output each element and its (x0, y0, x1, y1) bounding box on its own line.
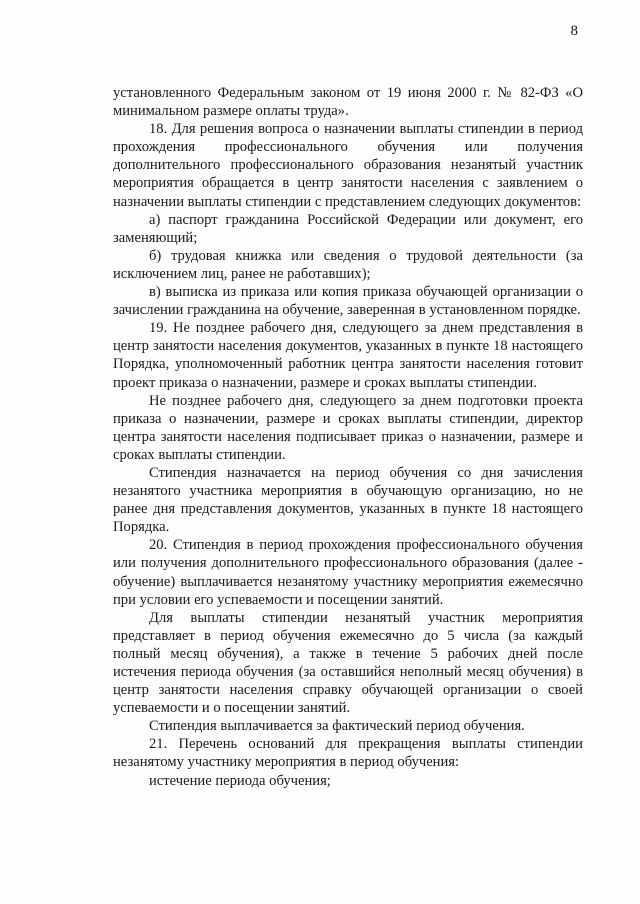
paragraph-stipend-period: Стипендия назначается на период обучения со дня зачисления незанятого участника мероприятия в обучающую организацию, но не ранее дня представления документов, указанных в пункте 18 настоящего Порядка. (113, 464, 583, 536)
paragraph-clause-21: 21. Перечень оснований для прекращения выплаты стипендии незанятому участнику мероприятия в период обучения: (113, 736, 583, 771)
paragraph-certificate: Для выплаты стипендии незанятый участник мероприятия представляет в период обучения ежемесячно до 5 числа (за каждый полный месяц обучения), а также в течение 5 рабочих дней после истечения периода обучения (за оставшийся неполный месяц обучения) в центр занятости населения справку обучающей организации о своей успеваемости и о посещении занятий. (113, 609, 583, 717)
paragraph-clause-19: 19. Не позднее рабочего дня, следующего за днем представления в центр занятости населения документов, указанных в пункте 18 настоящего Порядка, уполномоченный работник центра занятости населения готовит проект приказа о назначении, размере и сроках выплаты стипендии. (113, 320, 583, 391)
paragraph-clause-18: 18. Для решения вопроса о назначении выплаты стипендии в период прохождения профессионального обучения или получения дополнительного профессионального образования незанятый участник мероприятия обращается в центр занятости населения с заявлением о назначении выплаты стипендии с представлением следующих документов: (113, 121, 583, 210)
page-number: 8 (570, 23, 578, 39)
paragraph-continuation: установленного Федеральным законом от 19 июня 2000 г. № 82-ФЗ «О минимальном размере оплаты труда». (113, 85, 583, 120)
document-body (113, 84, 583, 790)
paragraph-actual-period: Стипендия выплачивается за фактический период обучения. (149, 718, 525, 735)
list-item-c: в) выписка из приказа или копия приказа обучающей организации о зачислении гражданина на обучение, заверенная в установленном порядке. (113, 284, 583, 319)
paragraph-clause-20: 20. Стипендия в период прохождения профессионального обучения или получения дополнительного профессионального образования (далее - обучение) выплачивается незанятому участнику мероприятия ежемесячно при условии его успеваемости и посещении занятий. (113, 537, 583, 608)
list-item-end-of-training: истечение периода обучения; (149, 772, 331, 789)
paragraph-order-signing: Не позднее рабочего дня, следующего за днем подготовки проекта приказа о назначении, размере и сроках выплаты стипендии, директор центра занятости населения подписывает приказ о назначении, размере и сроках выплаты стипендии. (113, 392, 583, 463)
list-item-a: а) паспорт гражданина Российской Федерации или документ, его заменяющий; (113, 211, 583, 246)
list-item-b: б) трудовая книжка или сведения о трудовой деятельности (за исключением лиц, ранее не работавших); (113, 247, 583, 282)
